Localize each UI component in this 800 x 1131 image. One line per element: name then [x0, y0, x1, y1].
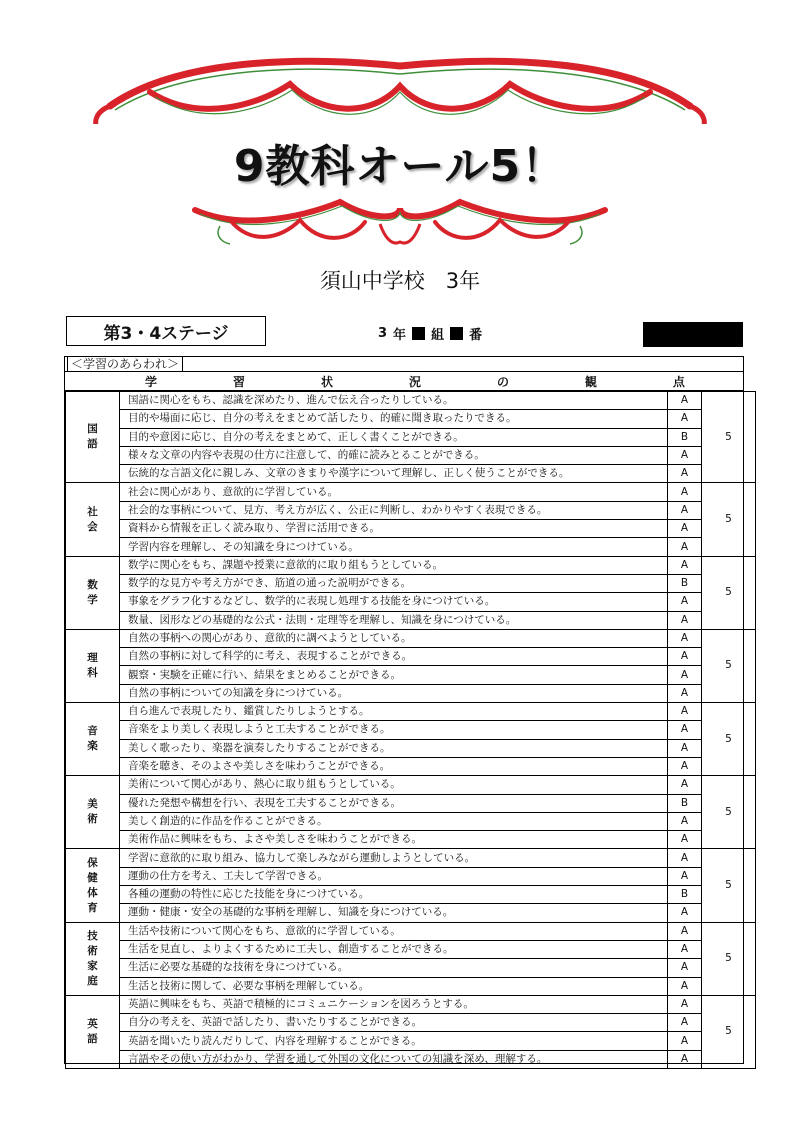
criterion-text: 数学に関心をもち、課題や授業に意欲的に取り組もうとしている。 [120, 556, 668, 574]
criterion-grade: A [668, 392, 702, 410]
stage-label: 第3・4ステージ [66, 316, 266, 346]
subject-name-char: 楽 [87, 740, 98, 753]
criterion-text: 資料から情報を正しく読み取り、学習に活用できる。 [120, 520, 668, 538]
final-grade: 5 [702, 849, 756, 922]
criterion-text: 社会に関心があり、意欲的に学習している。 [120, 483, 668, 501]
year-number: 3 [378, 326, 388, 341]
column-header [65, 372, 743, 391]
evaluation-table [64, 356, 744, 1064]
criterion-grade: A [668, 520, 702, 538]
criterion-text: 生活に必要な基礎的な技術を身につけている。 [120, 959, 668, 977]
criterion-text: 伝統的な言語文化に親しみ、文章のきまりや漢字について理解し、正しく使うことができる。 [120, 465, 668, 483]
final-grade: 5 [702, 556, 756, 629]
table-row [66, 739, 756, 757]
table-row [66, 776, 756, 794]
school-name: 須山中学校 3年 [319, 269, 481, 293]
table-row [66, 995, 756, 1013]
table-row [66, 538, 756, 556]
criterion-grade: A [668, 867, 702, 885]
criterion-grade: A [668, 721, 702, 739]
table-row [66, 1050, 756, 1068]
name-redaction [643, 322, 743, 347]
criterion-grade: A [668, 410, 702, 428]
table-row [66, 867, 756, 885]
subject-name-char: 英 [87, 1017, 98, 1030]
criterion-grade: A [668, 922, 702, 940]
criterion-grade: A [668, 611, 702, 629]
column-header-char: 習 [232, 374, 245, 389]
criterion-text: 生活や技術について関心をもち、意欲的に学習している。 [120, 922, 668, 940]
class-redaction [412, 327, 425, 340]
criterion-text: 自然の事柄への関心があり、意欲的に調べようとしている。 [120, 629, 668, 647]
number-redaction [450, 327, 463, 340]
subject-name-char: 語 [87, 1032, 98, 1045]
criterion-text: 美しく歌ったり、楽器を演奏したりすることができる。 [120, 739, 668, 757]
criterion-text: 各種の運動の特性に応じた技能を身につけている。 [120, 886, 668, 904]
table-row [66, 794, 756, 812]
criterion-grade: B [668, 428, 702, 446]
subject-name-char: 術 [87, 944, 98, 957]
criterion-grade: A [668, 995, 702, 1013]
table-row [66, 940, 756, 958]
column-header-char: 況 [408, 374, 421, 389]
subject-name [66, 995, 120, 1068]
criterion-grade: A [668, 1032, 702, 1050]
criterion-grade: A [668, 739, 702, 757]
final-grade: 5 [702, 776, 756, 849]
subject-name [66, 556, 120, 629]
table-row [66, 611, 756, 629]
table-row [66, 392, 756, 410]
table-row [66, 666, 756, 684]
subject-name-char: 育 [87, 901, 98, 914]
subject-name [66, 849, 120, 922]
criterion-grade: A [668, 684, 702, 702]
criterion-text: 音楽をより美しく表現しようと工夫することができる。 [120, 721, 668, 739]
criterion-grade: A [668, 831, 702, 849]
criterion-grade: A [668, 703, 702, 721]
criterion-text: 自ら進んで表現したり、鑑賞したりしようとする。 [120, 703, 668, 721]
class-unit: 組 [431, 328, 445, 343]
table-row [66, 684, 756, 702]
subject-name-char: 会 [87, 520, 98, 533]
criterion-text: 自然の事柄についての知識を身につけている。 [120, 684, 668, 702]
table-row [66, 886, 756, 904]
subject-name [66, 392, 120, 483]
criterion-grade: A [668, 849, 702, 867]
subject-name-char: 語 [87, 438, 98, 451]
page-title: 9教科オール5！ [233, 141, 567, 192]
criterion-text: 自然の事柄に対して科学的に考え、表現することができる。 [120, 648, 668, 666]
criterion-text: 英語を聞いたり読んだりして、内容を理解することができる。 [120, 1032, 668, 1050]
table-row [66, 556, 756, 574]
criterion-text: 社会的な事柄について、見方、考え方が広く、公正に判断し、わかりやすく表現できる。 [120, 501, 668, 519]
criterion-text: 観察・実験を正確に行い、結果をまとめることができる。 [120, 666, 668, 684]
criterion-grade: A [668, 538, 702, 556]
criterion-grade: A [668, 556, 702, 574]
criterion-grade: A [668, 629, 702, 647]
table-row [66, 831, 756, 849]
final-grade: 5 [702, 483, 756, 556]
table-row [66, 410, 756, 428]
subject-name-char: 音 [87, 725, 98, 738]
criterion-grade: A [668, 465, 702, 483]
criterion-text: 数学的な見方や考え方ができ、筋道の通った説明ができる。 [120, 574, 668, 592]
criterion-grade: A [668, 977, 702, 995]
table-row [66, 520, 756, 538]
criterion-text: 音楽を聴き、そのよさや美しさを味わうことができる。 [120, 757, 668, 775]
criterion-grade: A [668, 648, 702, 666]
criterion-grade: A [668, 666, 702, 684]
final-grade: 5 [702, 922, 756, 995]
criterion-grade: A [668, 776, 702, 794]
ribbon-top-decoration [0, 44, 800, 124]
criterion-grade: A [668, 904, 702, 922]
criterion-grade: A [668, 940, 702, 958]
criterion-text: 美しく創造的に作品を作ることができる。 [120, 812, 668, 830]
table-row [66, 574, 756, 592]
criterion-text: 目的や場面に応じ、自分の考えをまとめて話したり、的確に聞き取ったりできる。 [120, 410, 668, 428]
subject-name-char: 保 [87, 856, 98, 869]
criterion-text: 目的や意図に応じ、自分の考えをまとめて、正しく書くことができる。 [120, 428, 668, 446]
column-header-char: の [496, 374, 509, 389]
criterion-grade: A [668, 483, 702, 501]
criterion-grade: B [668, 574, 702, 592]
subject-name-char: 社 [87, 505, 98, 518]
table-row [66, 904, 756, 922]
subject-name-char: 数 [87, 578, 98, 591]
subject-name [66, 922, 120, 995]
grades-table [65, 391, 756, 1069]
table-row [66, 757, 756, 775]
subject-name [66, 703, 120, 776]
table-row [66, 465, 756, 483]
table-row [66, 1032, 756, 1050]
criterion-grade: B [668, 794, 702, 812]
table-row [66, 648, 756, 666]
criterion-text: 学習内容を理解し、その知識を身につけている。 [120, 538, 668, 556]
criterion-grade: A [668, 1050, 702, 1068]
final-grade: 5 [702, 703, 756, 776]
criterion-text: 美術作品に興味をもち、よさや美しさを味わうことができる。 [120, 831, 668, 849]
subject-name-char: 理 [87, 651, 98, 664]
column-header-char: 点 [672, 374, 685, 389]
criterion-text: 優れた発想や構想を行い、表現を工夫することができる。 [120, 794, 668, 812]
criterion-text: 国語に関心をもち、認識を深めたり、進んで伝え合ったりしている。 [120, 392, 668, 410]
subject-name-char: 美 [87, 798, 98, 811]
table-row [66, 501, 756, 519]
criterion-text: 学習に意欲的に取り組み、協力して楽しみながら運動しようとしている。 [120, 849, 668, 867]
subject-name [66, 629, 120, 702]
subject-name-char: 国 [87, 423, 98, 436]
subject-name-char: 体 [87, 886, 98, 899]
criterion-grade: A [668, 959, 702, 977]
column-header-char: 観 [584, 374, 597, 389]
column-header-char: 状 [320, 374, 333, 389]
criterion-text: 事象をグラフ化するなどし、数学的に表現し処理する技能を身につけている。 [120, 593, 668, 611]
criterion-text: 言語やその使い方がわかり、学習を通して外国の文化についての知識を深め、理解する。 [120, 1050, 668, 1068]
table-row [66, 812, 756, 830]
criterion-grade: A [668, 1014, 702, 1032]
criterion-text: 自分の考えを、英語で話したり、書いたりすることができる。 [120, 1014, 668, 1032]
subject-name [66, 776, 120, 849]
table-row [66, 629, 756, 647]
subject-name-char: 科 [87, 666, 98, 679]
criterion-text: 生活を見直し、よりよくするために工夫し、創造することができる。 [120, 940, 668, 958]
subject-name [66, 483, 120, 556]
final-grade: 5 [702, 392, 756, 483]
section-heading-row [65, 357, 743, 372]
year-unit: 年 [393, 328, 407, 343]
ribbon-bottom-decoration [0, 190, 800, 250]
subject-name-char: 技 [87, 929, 98, 942]
section-heading: ＜学習のあらわれ＞ [67, 357, 183, 372]
subject-name-char: 学 [87, 593, 98, 606]
subject-name-char: 術 [87, 813, 98, 826]
table-row [66, 922, 756, 940]
criterion-text: 美術について関心があり、熱心に取り組もうとしている。 [120, 776, 668, 794]
table-row [66, 593, 756, 611]
criterion-text: 運動・健康・安全の基礎的な事柄を理解し、知識を身につけている。 [120, 904, 668, 922]
criterion-grade: A [668, 812, 702, 830]
table-row [66, 977, 756, 995]
criterion-text: 数量、図形などの基礎的な公式・法則・定理等を理解し、知識を身につけている。 [120, 611, 668, 629]
table-row [66, 483, 756, 501]
table-row [66, 1014, 756, 1032]
criterion-grade: A [668, 757, 702, 775]
criterion-text: 英語に興味をもち、英語で積極的にコミュニケーションを図ろうとする。 [120, 995, 668, 1013]
final-grade: 5 [702, 995, 756, 1068]
subject-name-char: 健 [87, 871, 98, 884]
criterion-text: 様々な文章の内容や表現の仕方に注意して、的確に読みとることができる。 [120, 446, 668, 464]
subject-name-char: 家 [87, 959, 98, 972]
subject-name-char: 庭 [87, 974, 98, 987]
table-row [66, 446, 756, 464]
criterion-grade: A [668, 501, 702, 519]
table-row [66, 721, 756, 739]
criterion-grade: A [668, 593, 702, 611]
column-header-char: 学 [145, 374, 158, 389]
number-unit: 番 [469, 328, 483, 343]
table-row [66, 849, 756, 867]
criterion-grade: A [668, 446, 702, 464]
criterion-text: 運動の仕方を考え、工夫して学習できる。 [120, 867, 668, 885]
criterion-grade: B [668, 886, 702, 904]
table-row [66, 428, 756, 446]
table-row [66, 959, 756, 977]
table-row [66, 703, 756, 721]
final-grade: 5 [702, 629, 756, 702]
criterion-text: 生活と技術に関して、必要な事柄を理解している。 [120, 977, 668, 995]
class-info [378, 324, 482, 343]
